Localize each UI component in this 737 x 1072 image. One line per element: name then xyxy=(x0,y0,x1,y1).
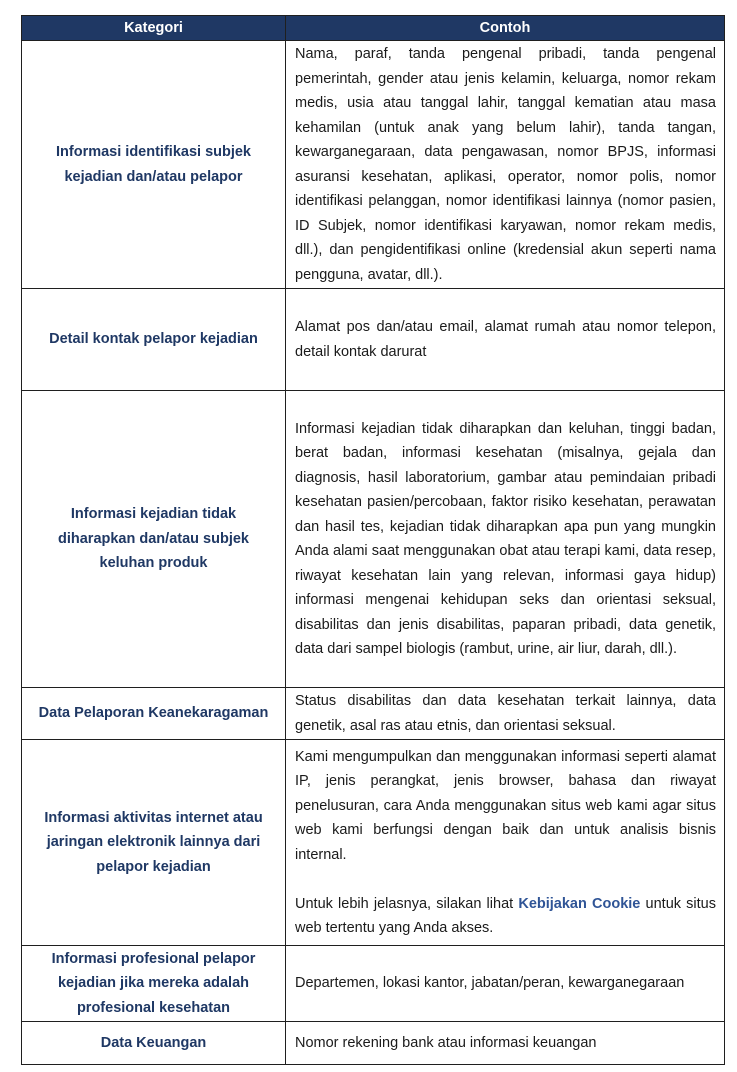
cookie-note-before: Untuk lebih jelasnya, silakan lihat xyxy=(295,895,514,912)
table-row xyxy=(22,740,725,946)
example-cell: Informasi kejadian tidak diharapkan dan keluhan, tinggi badan, berat badan, informasi kesehatan (misalnya, gejala dan diagnosis, hasil laboratorium, gambar atau pemindaian pribadi kesehatan pasien/percobaan, faktor risiko kesehatan, perawatan dan hasil tes, kejadian tidak diharapkan apa pun yang mungkin Anda alami saat menggunakan obat atau terapi kami, data resep, riwayat kesehatan lain yang relevan, informasi gaya hidup) informasi mengenai kehidupan seks dan orientasi seksual, disabilitas dan jenis disabilitas, paparan pribadi, data genetik, data dari sampel biologis (rambut, urine, air liur, darah, dll.). xyxy=(286,391,725,688)
example-cell: Nama, paraf, tanda pengenal pribadi, tanda pengenal pemerintah, gender atau jenis kelamin, keluarga, nomor rekam medis, usia atau tanggal lahir, tanggal kematian atau masa kehamilan (untuk anak yang belum lahir), tanda tangan, kewarganegaraan, data pengawasan, nomor BPJS, informasi asuransi kesehatan, aplikasi, operator, nomor polis, nomor identifikasi pelanggan, nomor identifikasi lainnya (nomor pasien, ID Subjek, nomor identifikasi karyawan, nomor rekam medis, dll.), dan pengidentifikasi online (kredensial akun seperti nama pengguna, avatar, dll.). xyxy=(286,41,725,289)
example-cell: Nomor rekening bank atau informasi keuangan xyxy=(286,1022,725,1065)
cookie-note xyxy=(295,892,716,941)
header-contoh: Contoh xyxy=(286,16,725,41)
example-paragraph: Kami mengumpulkan dan menggunakan informasi seperti alamat IP, jenis perangkat, jenis browser, bahasa dan riwayat penelusuran, cara Anda menggunakan situs web kami agar situs web kami berfungsi dengan baik dan untuk analisis bisnis internal. xyxy=(295,748,716,863)
category-cell: Data Keuangan xyxy=(22,1022,286,1065)
table-row xyxy=(22,41,725,289)
table-row xyxy=(22,688,725,740)
example-cell xyxy=(286,740,725,946)
example-cell: Status disabilitas dan data kesehatan terkait lainnya, data genetik, asal ras atau etnis, dan orientasi seksual. xyxy=(286,688,725,740)
table-row xyxy=(22,946,725,1022)
category-cell: Informasi profesional pelapor kejadian jika mereka adalah profesional kesehatan xyxy=(22,946,286,1022)
table-header-row xyxy=(22,16,725,41)
cookie-policy-link[interactable]: Kebijakan Cookie xyxy=(518,895,641,912)
category-cell: Detail kontak pelapor kejadian xyxy=(22,289,286,391)
data-category-table xyxy=(21,15,725,1065)
cookie-note-after: untuk situs web tertentu yang Anda akses. xyxy=(295,895,716,936)
category-cell: Informasi kejadian tidak diharapkan dan/atau subjek keluhan produk xyxy=(22,391,286,688)
table-row xyxy=(22,391,725,688)
example-cell: Departemen, lokasi kantor, jabatan/peran, kewarganegaraan xyxy=(286,946,725,1022)
example-cell: Alamat pos dan/atau email, alamat rumah atau nomor telepon, detail kontak darurat xyxy=(286,289,725,391)
category-cell: Informasi aktivitas internet atau jaringan elektronik lainnya dari pelapor kejadian xyxy=(22,740,286,946)
category-cell: Informasi identifikasi subjek kejadian dan/atau pelapor xyxy=(22,41,286,289)
header-kategori: Kategori xyxy=(22,16,286,41)
table-row xyxy=(22,289,725,391)
category-cell: Data Pelaporan Keanekaragaman xyxy=(22,688,286,740)
table-row xyxy=(22,1022,725,1065)
